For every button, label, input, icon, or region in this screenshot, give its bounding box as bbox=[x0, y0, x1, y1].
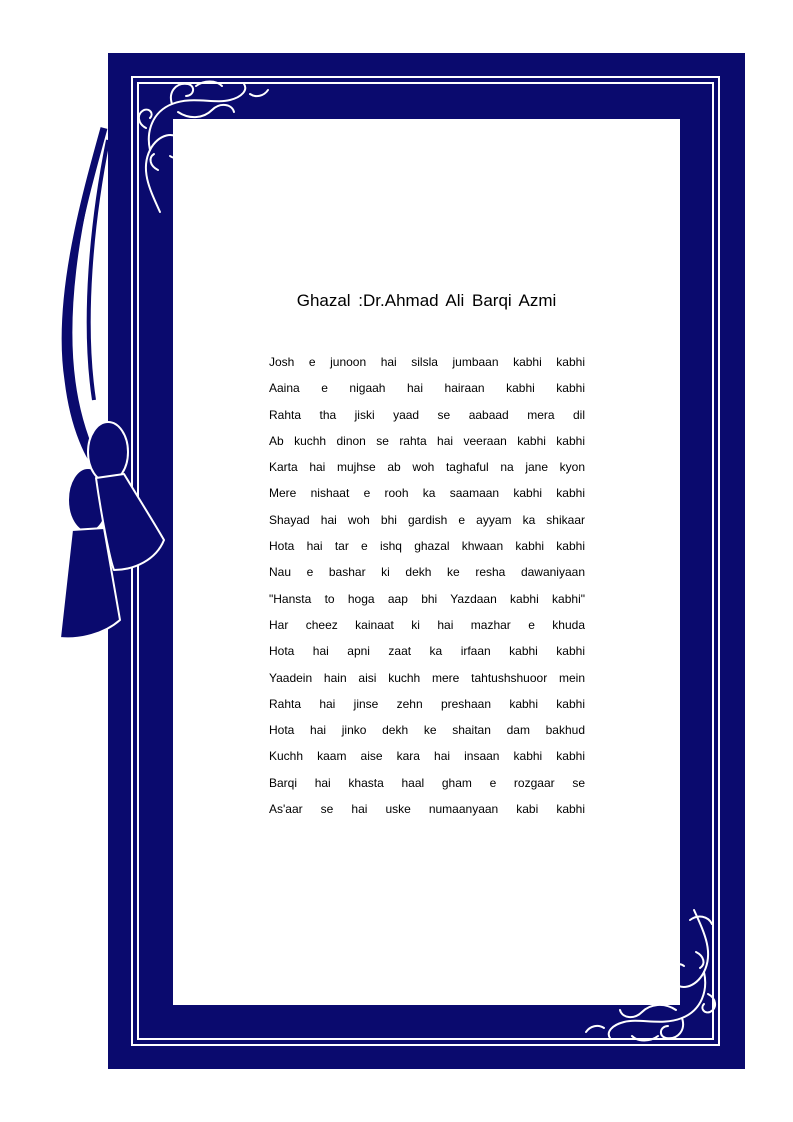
tassel-decoration-icon bbox=[60, 128, 164, 638]
verse-line: Har cheez kainaat ki hai mazhar e khuda bbox=[269, 617, 585, 632]
verse-line: Kuchh kaam aise kara hai insaan kabhi kabhi bbox=[269, 749, 585, 764]
verse-line: Aaina e nigaah hai hairaan kabhi kabhi bbox=[269, 381, 585, 396]
verse-line: Hota hai jinko dekh ke shaitan dam bakhud bbox=[269, 723, 585, 738]
verse-line: Karta hai mujhse ab woh taghaful na jane kyon bbox=[269, 460, 585, 475]
verse-line: Rahta tha jiski yaad se aabaad mera dil bbox=[269, 407, 585, 422]
verse-line: As'aar se hai uske numaanyaan kabi kabhi bbox=[269, 802, 585, 817]
verse-line: Rahta hai jinse zehn preshaan kabhi kabhi bbox=[269, 696, 585, 711]
verse-line: Yaadein hain aisi kuchh mere tahtushshuoor mein bbox=[269, 670, 585, 685]
verse-line: Barqi hai khasta haal gham e rozgaar se bbox=[269, 775, 585, 790]
verse-line: Hota hai apni zaat ka irfaan kabhi kabhi bbox=[269, 644, 585, 659]
verse-line: Ab kuchh dinon se rahta hai veeraan kabhi kabhi bbox=[269, 433, 585, 448]
corner-flourish-top-left-icon bbox=[139, 82, 268, 213]
verse-line: "Hansta to hoga aap bhi Yazdaan kabhi kabhi" bbox=[269, 591, 585, 606]
corner-flourish-bottom-right-icon bbox=[586, 910, 715, 1041]
page-title: Ghazal :Dr.Ahmad Ali Barqi Azmi bbox=[296, 291, 557, 310]
verse-line: Mere nishaat e rooh ka saamaan kabhi kabhi bbox=[269, 486, 585, 501]
verse-line: Josh e junoon hai silsla jumbaan kabhi kabhi bbox=[269, 355, 585, 369]
ghazal-verses bbox=[269, 349, 585, 822]
verse-line: Shayad hai woh bhi gardish e ayyam ka shikaar bbox=[269, 512, 585, 527]
verse-line: Nau e bashar ki dekh ke resha dawaniyaan bbox=[269, 565, 585, 580]
verse-line: Hota hai tar e ishq ghazal khwaan kabhi kabhi bbox=[269, 539, 585, 554]
